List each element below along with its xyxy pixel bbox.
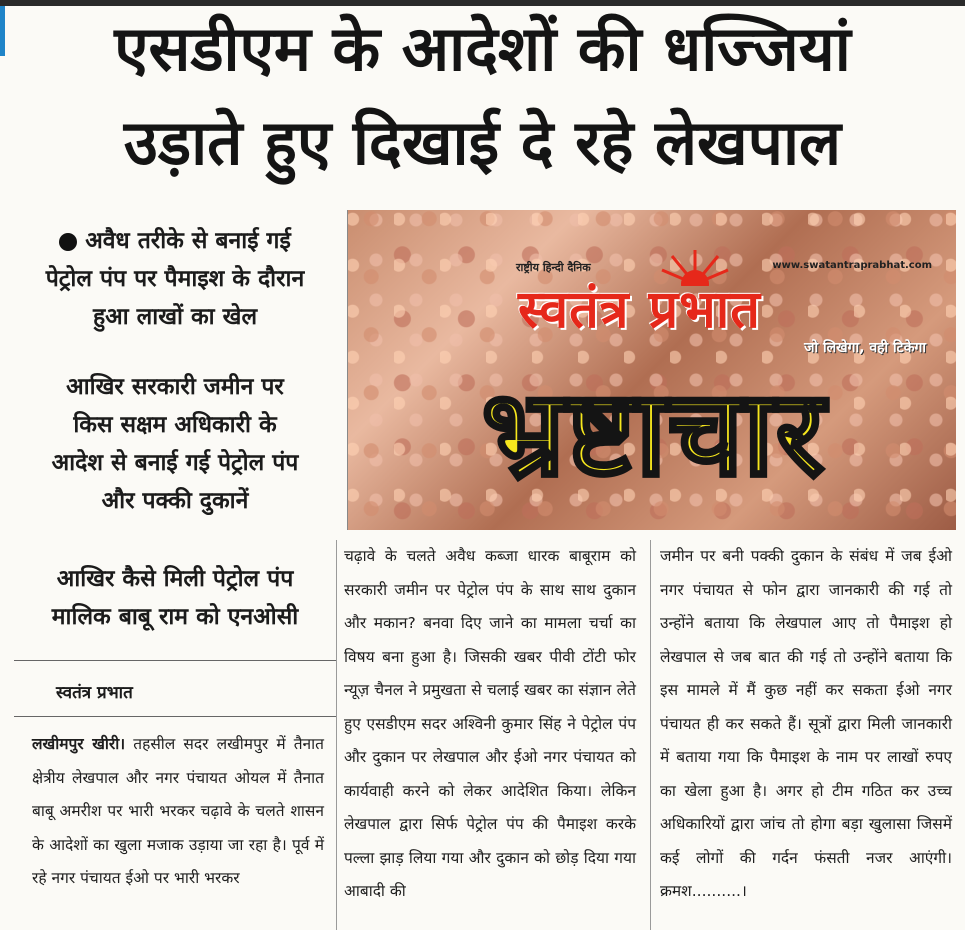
sub-headline-2-line-4: और पक्की दुकानें bbox=[101, 488, 249, 514]
credit-rule-top bbox=[14, 660, 336, 661]
banner-word-box bbox=[362, 358, 946, 508]
sub-headline-3-line-2: मालिक बाबू राम को एनओसी bbox=[51, 604, 299, 630]
brand-url: www.swatantraprabhat.com bbox=[772, 260, 932, 271]
article-column-3: जमीन पर बनी पक्की दुकान के संबंध में जब ईओ नगर पंचायत से फोन द्वारा जानकारी की गई तो उन्होंने बताया कि लेखपाल आए तो पैमाइश हो लेखपाल से जब बात की गई तो उन्होंने बताया कि इस मामले में मैं कुछ नहीं कर सकता ईओ नगर पंचायत ही कर सकते हैं। सूत्रों द्वारा मिली जानकारी में बताया गया कि पैमाइश के नाम पर लाखों रुपए का खेला हुआ है। अगर हो टीम गठित कर उच्च अधिकारियों द्वारा जांच तो होगा बड़ा खुलासा जिसमें कई लोगों की गर्दन फंसती नजर आएंगी। क्रमश..........। bbox=[660, 547, 952, 900]
credit-rule-bottom bbox=[14, 716, 336, 717]
sub-headline-1 bbox=[14, 222, 336, 336]
sub-headline-3 bbox=[14, 560, 336, 636]
article-column-2: चढ़ावे के चलते अवैध कब्जा धारक बाबूराम को सरकारी जमीन पर पेट्रोल पंप के साथ साथ दुकान और मकान? बनवा दिए जाने का मामला चर्चा का विषय बना हुआ है। जिसकी खबर पीवी टोंटी फोर न्यूज़ चैनल ने प्रमुखता से चलाई खबर का संज्ञान लेते हुए एसडीएम सदर अश्विनी कुमार सिंह ने पेट्रोल पंप और दुकान पर लेखपाल और ईओ नगर पंचायत को कार्यवाही करने को लेकर आदेशित किया। लेकिन लेखपाल द्वारा सिर्फ पेट्रोल पंप की पैमाइश करके पल्ला झाड़ लिया गया और दुकान को छोड़ दिया गया आबादी की bbox=[344, 547, 636, 900]
left-accent-bar bbox=[0, 6, 5, 56]
page-top-border bbox=[0, 0, 965, 6]
bullet-icon bbox=[59, 233, 77, 251]
sub-headline-2 bbox=[14, 368, 336, 520]
brand-logo-text: स्वतंत्र प्रभात bbox=[518, 280, 761, 340]
sub-headline-3-line-1: आखिर कैसे मिली पेट्रोल पंप bbox=[56, 566, 294, 592]
headline-line-2: उड़ाते हुए दिखाई दे रहे लेखपाल bbox=[123, 106, 842, 179]
banner-word: भ्रष्टाचार bbox=[481, 364, 827, 502]
corruption-banner-image bbox=[347, 210, 956, 530]
article-dateline: लखीमपुर खीरी। bbox=[32, 735, 126, 753]
brand-tagline: जो लिखेगा, वही टिकेगा bbox=[804, 340, 926, 356]
article-column-1 bbox=[32, 728, 324, 896]
column-divider-1 bbox=[336, 540, 337, 930]
sub-headline-2-line-3: आदेश से बनाई गई पेट्रोल पंप bbox=[51, 450, 299, 476]
article-column-1-text: तहसील सदर लखीमपुर में तैनात क्षेत्रीय लेखपाल और नगर पंचायत ओयल में तैनात बाबू अमरीश पर भारी भरकर चढ़ावे के चलते शासन के आदेशों का खुला मजाक उड़ाया जा रहा है। पूर्व में रहे नगर पंचायत ईओ पर भारी भरकर bbox=[32, 735, 324, 887]
headline-line-1: एसडीएम के आदेशों की धज्जियां bbox=[114, 12, 851, 85]
sub-headline-2-line-2: किस सक्षम अधिकारी के bbox=[73, 412, 277, 438]
column-divider-2 bbox=[650, 540, 651, 930]
sub-headline-1-line-3: हुआ लाखों का खेल bbox=[92, 304, 258, 330]
sub-headline-1-line-2: पेट्रोल पंप पर पैमाइश के दौरान bbox=[45, 266, 305, 292]
sub-headline-1-line-1: अवैध तरीके से बनाई गई bbox=[14, 222, 336, 260]
byline-credit: स्वतंत्र प्रभात bbox=[56, 683, 133, 703]
sub-headline-2-line-1: आखिर सरकारी जमीन पर bbox=[66, 374, 284, 400]
brand-small-label: राष्ट्रीय हिन्दी दैनिक bbox=[516, 261, 591, 274]
